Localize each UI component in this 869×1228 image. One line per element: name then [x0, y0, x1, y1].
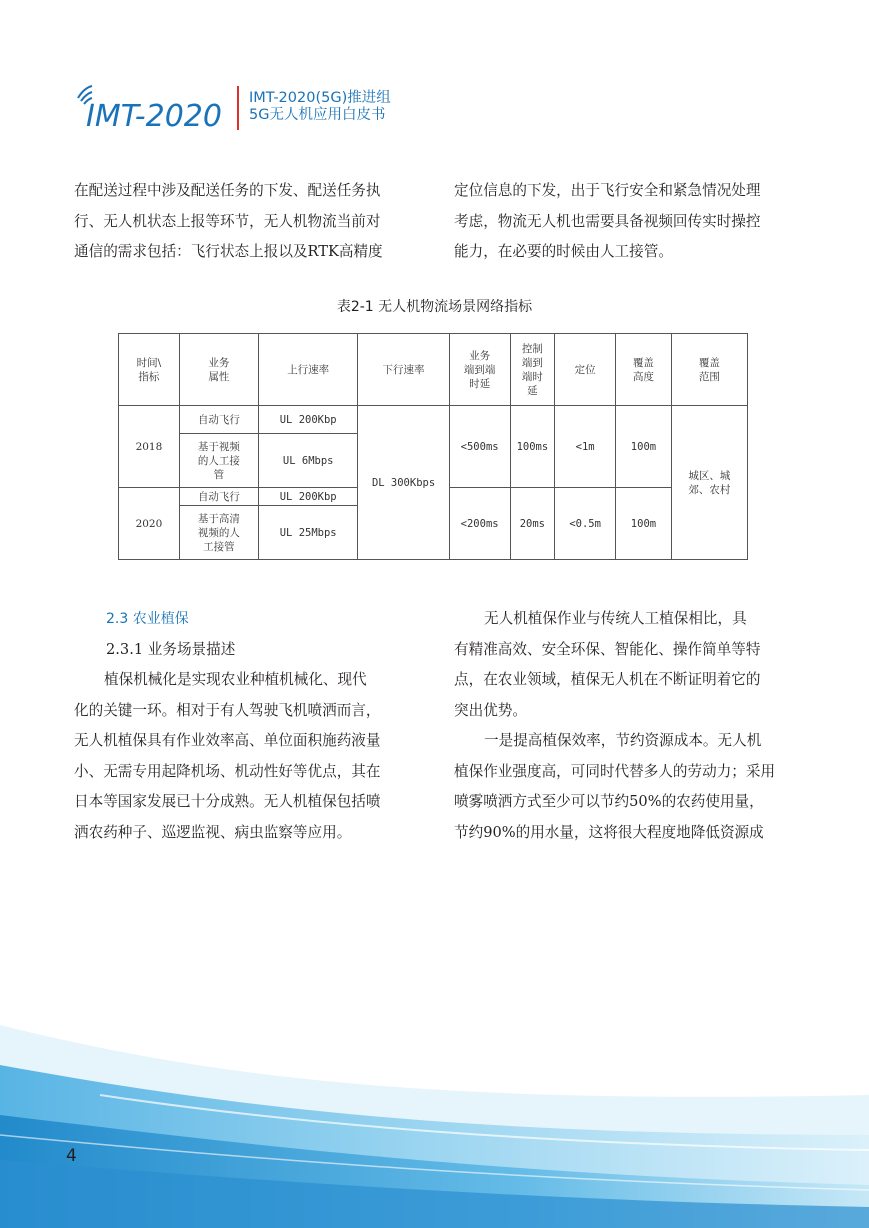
height-cell: 100m: [616, 488, 672, 560]
text-line: 化的关键一环。相对于有人驾驶飞机喷洒而言，: [74, 701, 381, 719]
text-line: 考虑，物流无人机也需要具备视频回传实时操控: [454, 212, 761, 230]
text-line: 一是提高植保效率，节约资源成本。无人机: [484, 732, 762, 749]
coverage-cell: 城区、城 郊、农村: [671, 406, 747, 560]
positioning-cell: <0.5m: [555, 488, 616, 560]
page-number: 4: [66, 1146, 77, 1166]
doc-title: 5G无人机应用白皮书: [249, 107, 386, 123]
section-title: 2.3 农业植保: [106, 611, 189, 627]
text-line: 小、无需专用起降机场、机动性好等优点，其在: [74, 762, 381, 780]
header-cell-positioning: 定位: [555, 334, 616, 406]
imt-2020-logo: [74, 80, 234, 136]
intro-left-column: [74, 176, 419, 268]
height-cell: 100m: [616, 406, 672, 488]
subsection-title: 2.3.1 业务场景描述: [106, 640, 236, 658]
control-latency-cell: 20ms: [510, 488, 555, 560]
header-cell-control-latency: 控制 端到 端时 延: [510, 334, 555, 406]
section-right-column: [454, 604, 799, 848]
year-cell: 2020: [119, 488, 180, 560]
ul-cell: UL 200Kbp: [258, 488, 357, 506]
text-line: 洒农药种子、巡逻监视、病虫监察等应用。: [74, 823, 352, 841]
table-caption: 表2-1 无人机物流场景网络指标: [336, 299, 533, 315]
text-line: 日本等国家发展已十分成熟。无人机植保包括喷: [74, 793, 381, 810]
text-line: 无人机植保具有作业效率高、单位面积施药液量: [74, 732, 381, 749]
year-cell: 2018: [119, 406, 180, 488]
text-line: 通信的需求包括：飞行状态上报以及RTK高精度: [74, 243, 383, 260]
text-line: 点，在农业领域，植保无人机在不断证明着它的: [454, 671, 761, 688]
header-cell-time: 时间\ 指标: [119, 334, 180, 406]
decorative-wave-background: [0, 985, 869, 1228]
text-line: 无人机植保作业与传统人工植保相比，具: [484, 610, 747, 627]
latency-cell: <200ms: [449, 488, 510, 560]
section-left-column: [74, 604, 419, 848]
ul-cell: UL 25Mbps: [258, 506, 357, 560]
header-cell-attr: 业务 属性: [179, 334, 258, 406]
attr-cell: 基于高清 视频的人 工接管: [179, 506, 258, 560]
page-header: [74, 80, 434, 136]
header-divider: [237, 86, 239, 130]
header-cell-range: 覆盖 范围: [671, 334, 747, 406]
header-titles: [249, 90, 391, 124]
text-line: 植保作业强度高，可同时代替多人的劳动力；采用: [454, 762, 776, 780]
table-row: [119, 406, 748, 434]
positioning-cell: <1m: [555, 406, 616, 488]
text-line: 喷雾喷洒方式至少可以节约50%的农药使用量，: [454, 793, 764, 810]
latency-cell: <500ms: [449, 406, 510, 488]
header-cell-ul: 上行速率: [258, 334, 357, 406]
attr-cell: 自动飞行: [179, 406, 258, 434]
dl-cell: DL 300Kbps: [358, 406, 449, 560]
header-cell-latency: 业务 端到端 时延: [449, 334, 510, 406]
table-header-row: [119, 334, 748, 406]
text-line: 节约90%的用水量，这将很大程度地降低资源成: [454, 823, 764, 841]
text-line: 突出优势。: [454, 701, 527, 719]
text-line: 行、无人机状态上报等环节，无人机物流当前对: [74, 212, 381, 230]
intro-right-column: [454, 176, 799, 268]
ul-cell: UL 200Kbp: [258, 406, 357, 434]
network-metrics-table: [118, 333, 748, 560]
attr-cell: 基于视频 的人工接 管: [179, 434, 258, 488]
header-cell-dl: 下行速率: [358, 334, 449, 406]
logo-text: IMT-2020: [86, 99, 222, 134]
text-line: 在配送过程中涉及配送任务的下发、配送任务执: [74, 182, 381, 199]
ul-cell: UL 6Mbps: [258, 434, 357, 488]
header-cell-height: 覆盖 高度: [616, 334, 672, 406]
text-line: 植保机械化是实现农业种植机械化、现代: [104, 671, 367, 688]
text-line: 有精准高效、安全环保、智能化、操作简单等特: [454, 640, 761, 658]
text-line: 能力，在必要的时候由人工接管。: [454, 243, 673, 260]
attr-cell: 自动飞行: [179, 488, 258, 506]
text-line: 定位信息的下发，出于飞行安全和紧急情况处理: [454, 182, 761, 199]
control-latency-cell: 100ms: [510, 406, 555, 488]
org-title: IMT-2020(5G)推进组: [249, 90, 391, 106]
